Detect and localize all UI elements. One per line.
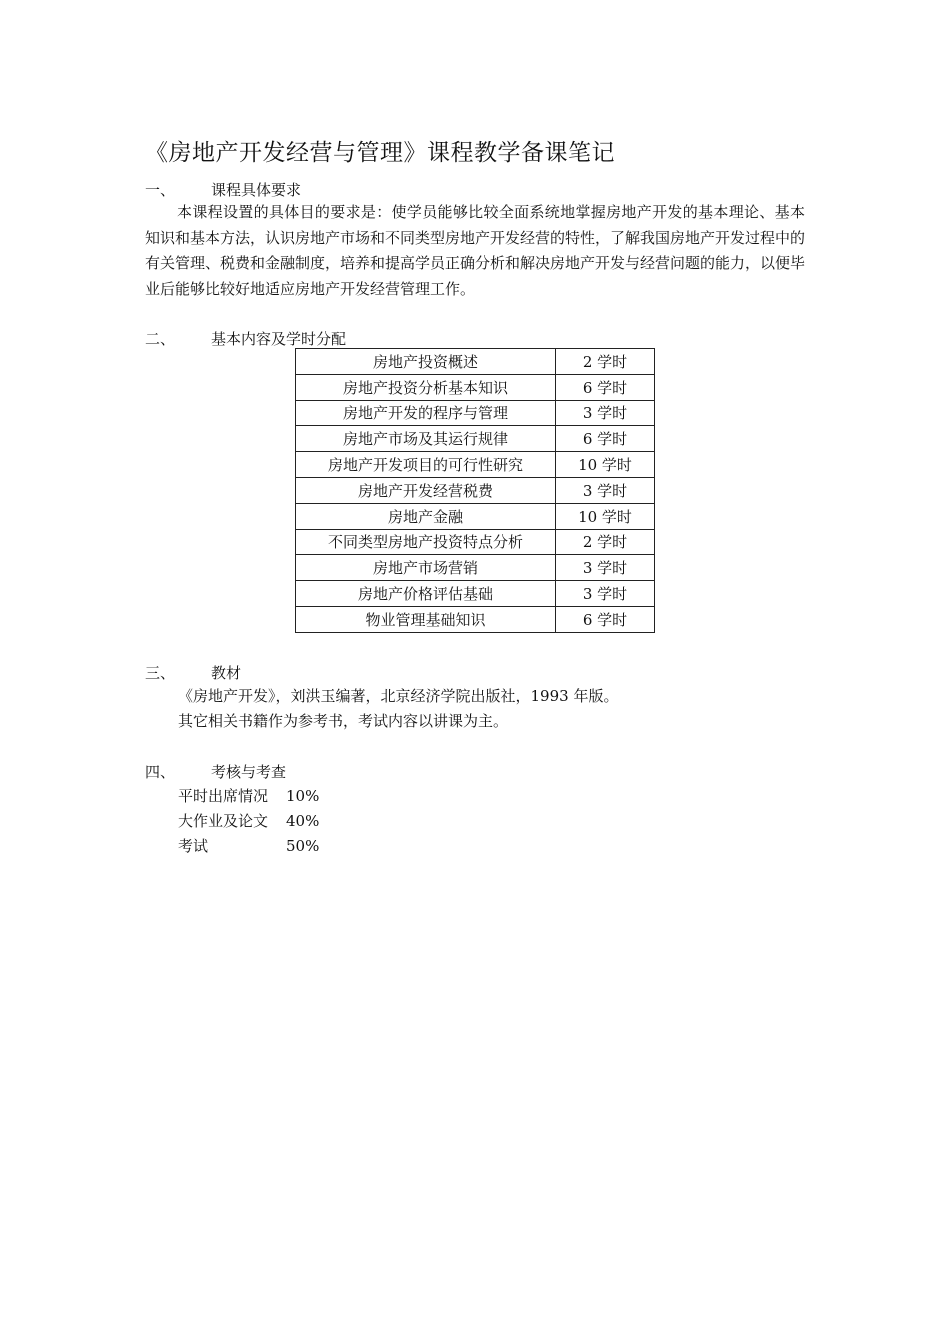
textbook-line: 《房地产开发》，刘洪玉编著，北京经济学院出版社，1993 年版。 bbox=[178, 687, 619, 705]
hours-cell: 3 学时 bbox=[556, 581, 655, 607]
hours-cell: 6 学时 bbox=[556, 374, 655, 400]
assessment-weight: 10% bbox=[286, 787, 320, 805]
section-heading-4 bbox=[145, 761, 286, 782]
table-row bbox=[296, 349, 655, 375]
topic-cell: 房地产市场及其运行规律 bbox=[296, 426, 556, 452]
topic-cell: 房地产金融 bbox=[296, 503, 556, 529]
section-number: 一、 bbox=[145, 181, 176, 199]
section-title: 考核与考查 bbox=[211, 763, 287, 781]
hours-cell: 3 学时 bbox=[556, 400, 655, 426]
section-heading-3 bbox=[145, 662, 241, 683]
table-row bbox=[296, 555, 655, 581]
assessment-item: 大作业及论文 bbox=[178, 812, 269, 830]
table-row bbox=[296, 400, 655, 426]
assessment-row bbox=[178, 785, 319, 806]
table-row bbox=[296, 503, 655, 529]
hours-cell: 10 学时 bbox=[556, 452, 655, 478]
section-number: 三、 bbox=[145, 664, 176, 682]
hours-cell: 3 学时 bbox=[556, 555, 655, 581]
hours-table bbox=[295, 348, 655, 633]
hours-cell: 6 学时 bbox=[556, 606, 655, 632]
topic-cell: 物业管理基础知识 bbox=[296, 606, 556, 632]
section-number: 四、 bbox=[145, 763, 176, 781]
section-title: 基本内容及学时分配 bbox=[211, 330, 347, 348]
table-row bbox=[296, 529, 655, 555]
topic-cell: 房地产开发经营税费 bbox=[296, 477, 556, 503]
assessment-weight: 50% bbox=[286, 837, 320, 855]
hours-cell: 6 学时 bbox=[556, 426, 655, 452]
topic-cell: 房地产投资分析基本知识 bbox=[296, 374, 556, 400]
table-row bbox=[296, 477, 655, 503]
hours-cell: 2 学时 bbox=[556, 349, 655, 375]
hours-cell: 2 学时 bbox=[556, 529, 655, 555]
hours-cell: 10 学时 bbox=[556, 503, 655, 529]
topic-cell: 不同类型房地产投资特点分析 bbox=[296, 529, 556, 555]
assessment-row bbox=[178, 835, 319, 856]
assessment-item: 考试 bbox=[178, 837, 209, 855]
assessment-weight: 40% bbox=[286, 812, 320, 830]
section-number: 二、 bbox=[145, 330, 176, 348]
assessment-item: 平时出席情况 bbox=[178, 787, 269, 805]
topic-cell: 房地产投资概述 bbox=[296, 349, 556, 375]
topic-cell: 房地产开发项目的可行性研究 bbox=[296, 452, 556, 478]
hours-cell: 3 学时 bbox=[556, 477, 655, 503]
topic-cell: 房地产市场营销 bbox=[296, 555, 556, 581]
topic-cell: 房地产价格评估基础 bbox=[296, 581, 556, 607]
table-row bbox=[296, 452, 655, 478]
reference-note: 其它相关书籍作为参考书，考试内容以讲课为主。 bbox=[178, 712, 509, 730]
assessment-row bbox=[178, 810, 319, 831]
table-row bbox=[296, 581, 655, 607]
table-row bbox=[296, 426, 655, 452]
section-title: 课程具体要求 bbox=[211, 181, 302, 199]
requirements-paragraph: 本课程设置的具体目的要求是：使学员能够比较全面系统地掌握房地产开发的基本理论、基本知识和基本方法，认识房地产市场和不同类型房地产开发经营的特性，了解我国房地产开发过程中的有关管理、税费和金融制度，培养和提高学员正确分析和解决房地产开发与经营问题的能力，以便毕业后能够比较好地适应房地产开发经营管理工作。 bbox=[145, 203, 806, 298]
document-title: 《房地产开发经营与管理》课程教学备课笔记 bbox=[145, 140, 615, 166]
section-heading-1 bbox=[145, 179, 301, 200]
table-row bbox=[296, 374, 655, 400]
section-heading-2 bbox=[145, 328, 346, 349]
table-row bbox=[296, 606, 655, 632]
section-title: 教材 bbox=[211, 664, 242, 682]
topic-cell: 房地产开发的程序与管理 bbox=[296, 400, 556, 426]
